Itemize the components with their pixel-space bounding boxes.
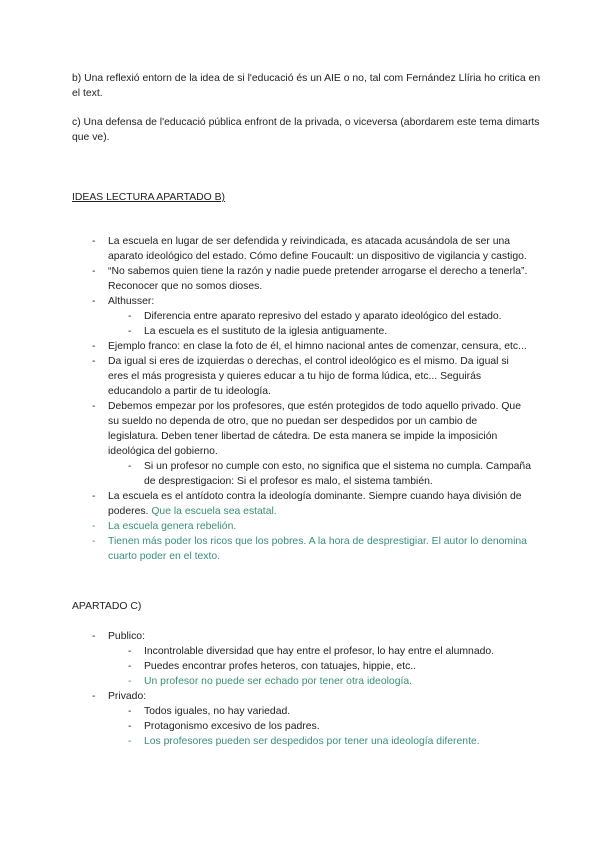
section-b-heading: IDEAS LECTURA APARTADO B) — [72, 192, 226, 203]
bullet-dash: - — [128, 461, 132, 472]
list-item — [0, 294, 528, 309]
section-c-heading: APARTADO C) — [72, 601, 142, 612]
list-item — [0, 234, 528, 264]
list-item-text: Diferencia entre aparato represivo del estado y aparato ideológico del estado. — [144, 311, 502, 322]
bullet-dash: - — [92, 521, 96, 532]
sub-list-item — [0, 719, 534, 734]
list-item-text: La escuela genera rebelión. — [108, 521, 237, 532]
list-item-text: La escuela en lugar de ser defendida y reivindicada, es atacada acusándola de ser una aparato ideológico del estado. Cómo define Foucault: un dispositivo de vigilancia y castigo. — [108, 236, 527, 262]
bullet-dash: - — [128, 311, 132, 322]
bullet-dash: - — [128, 706, 132, 717]
list-item — [0, 339, 528, 354]
bullet-dash: - — [128, 676, 132, 687]
list-item-text: Althusser: — [108, 296, 155, 307]
sub-list-item — [0, 324, 534, 339]
bullet-dash: - — [128, 646, 132, 657]
list-item-text: Privado: — [108, 691, 147, 702]
list-item-text: Incontrolable diversidad que hay entre el profesor, lo hay entre el alumnado. — [144, 646, 495, 657]
list-item — [0, 489, 528, 519]
sub-list-item — [0, 309, 534, 324]
list-item-text: Tienen más poder los ricos que los pobres. A la hora de desprestigiar. El autor lo denomina cuarto poder en el texto. — [108, 536, 527, 562]
bullet-dash: - — [92, 266, 96, 277]
list-item-text: “No sabemos quien tiene la razón y nadie puede pretender arrogarse el derecho a tenerla”. Reconocer que no somos dioses. — [108, 266, 528, 292]
sub-list-item — [0, 734, 534, 749]
bullet-dash: - — [128, 721, 132, 732]
bullet-dash: - — [92, 691, 96, 702]
paragraph-c: c) Una defensa de l'educació pública enfront de la privada, o viceversa (abordarem este tema dimarts que ve). — [72, 117, 540, 143]
list-item-text: Ejemplo franco: en clase la foto de él, el himno nacional antes de comenzar, censura, etc... — [108, 341, 527, 352]
bullet-dash: - — [128, 326, 132, 337]
sub-list-item — [0, 644, 534, 659]
bullet-dash: - — [92, 296, 96, 307]
sub-list-item — [0, 674, 534, 689]
list-item — [0, 534, 528, 564]
sub-list-item — [0, 459, 534, 489]
list-item-text: Puedes encontrar profes heteros, con tatuajes, hippie, etc.. — [144, 661, 417, 672]
list-item-text: Debemos empezar por los profesores, que estén protegidos de todo aquello privado. Que su sueldo no dependa de otro, que no puedan ser despedidos por un cambio de legislatura. Deben tener libertad de cátedra. De esta manera se impide la imposición ideológica del gobierno. — [108, 401, 521, 457]
bullet-dash: - — [92, 631, 96, 642]
bullet-dash: - — [128, 661, 132, 672]
list-item-text: Todos iguales, no hay variedad. — [144, 706, 291, 717]
list-item-text: Si un profesor no cumple con esto, no significa que el sistema no cumpla. Campaña de desprestigacion: Si el profesor es malo, el sistema también. — [144, 461, 531, 487]
section-c-list — [0, 629, 600, 749]
section-b-list — [0, 234, 600, 564]
list-item-text: Da igual si eres de izquierdas o derechas, el control ideológico es el mismo. Da igual si eres el más progresista y quieres educar a tu hijo de forma lúdica, etc... Seguirás educandolo a partir de tu ideología. — [108, 356, 509, 397]
list-item — [0, 354, 528, 399]
bullet-dash: - — [92, 401, 96, 412]
sub-list-item — [0, 659, 534, 674]
list-item — [0, 399, 528, 459]
bullet-dash: - — [92, 341, 96, 352]
list-item — [0, 264, 528, 294]
paragraph-b: b) Una reflexió entorn de la idea de si l'educació és un AIE o no, tal com Fernández Llíria ho critica en el text. — [72, 73, 541, 99]
list-item-privado — [0, 689, 528, 704]
list-item-text: Los profesores pueden ser despedidos por tener una ideología diferente. — [144, 736, 480, 747]
list-item-publico — [0, 629, 528, 644]
list-item-text: Protagonismo excesivo de los padres. — [144, 721, 320, 732]
sub-list-item — [0, 704, 534, 719]
bullet-dash: - — [92, 356, 96, 367]
list-item — [0, 519, 528, 534]
bullet-dash: - — [92, 491, 96, 502]
bullet-dash: - — [92, 236, 96, 247]
list-item-text: La escuela es el antídoto contra la ideología dominante. Siempre cuando haya división de poderes. — [108, 491, 522, 517]
list-item-text: La escuela es el sustituto de la iglesia antiguamente. — [144, 326, 388, 337]
highlighted-text: Que la escuela sea estatal. — [151, 506, 277, 517]
bullet-dash: - — [128, 736, 132, 747]
list-item-text: Publico: — [108, 631, 145, 642]
list-item-text: Un profesor no puede ser echado por tener otra ideología. — [144, 676, 413, 687]
bullet-dash: - — [92, 536, 96, 547]
